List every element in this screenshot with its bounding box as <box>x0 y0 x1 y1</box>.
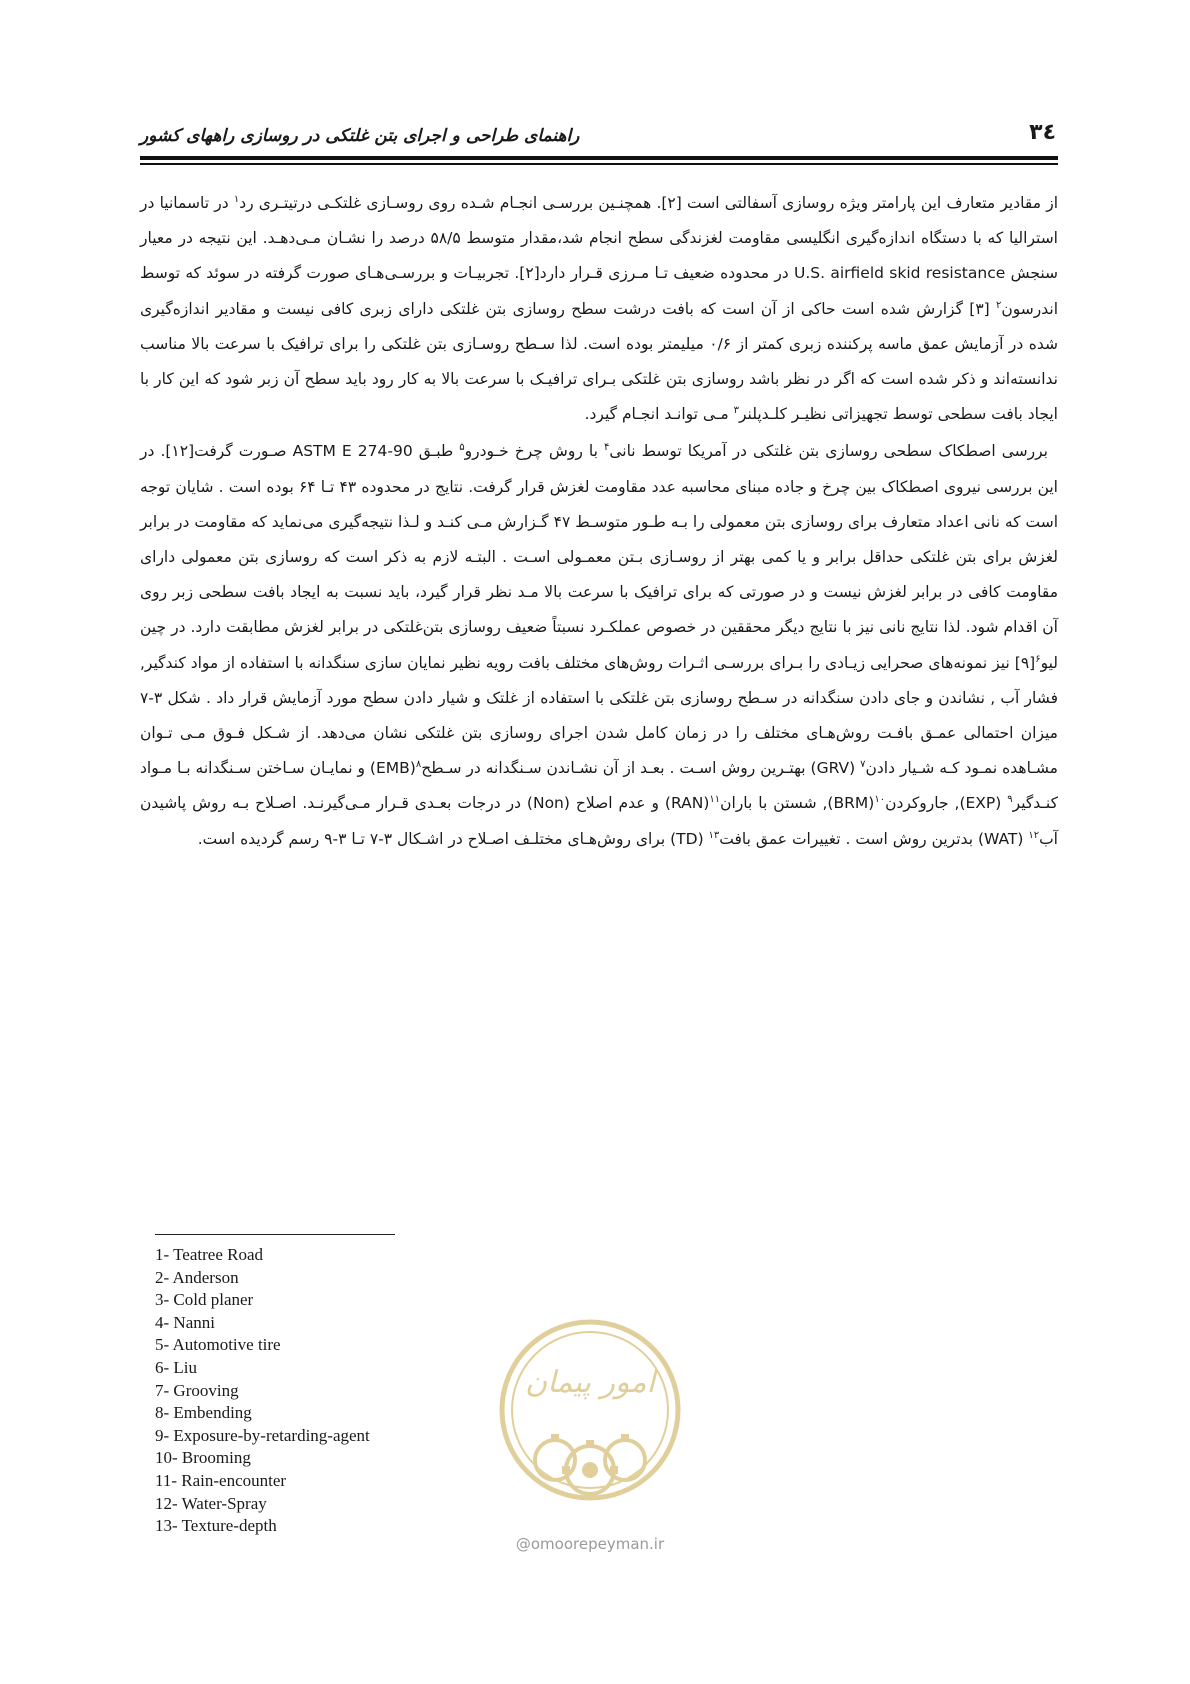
text-run: بررسی اصطکاک سطحی روسازی بتن غلتکی در آمریکا توسط نانی <box>609 442 1048 461</box>
scale-icon <box>582 1462 598 1478</box>
footnote-ref: ۱ <box>233 193 240 205</box>
text-run: طبـق ASTM E 274-90 صـورت گرفت[۱۲]. در این بررسی نیروی اصطکاک بین چرخ و جاده مبنای محاسبه عدد مقاومت لغزش قرار گرفت. نتایج در محدوده ۴۳ تـا ۶۴ بوده است . شایان توجه است که نانی اعداد متعارف برای روسازی بتن معمولی را بـه طـور متوسـط ۴۷ گـزارش مـی کنـد و لـذا نتیجه‌گیری می‌نماید که مقاومت در برابر لغزش برای بتن غلتکی حداقل برابر و یا کمی بهتر از روسـازی بـتن معمـولی اسـت . البتـه لازم به ذکر است که روسازی بتن معمولی دارای مقاومت کافی در برابر لغزش نیست و در صورتی که برای ترافیک با سرعت بالا مـد نظر قرار گیرد، باید نسبت به ایجاد بافت سطحی زبر روی آن اقدام شود. لذا نتایج نانی نیز با نتایج دیگر محققین در خصوص عملکـرد نسبتاً ضعیف روسازی بتن‌غلتکی در برابر لغزش مطابقت دارد. در چین لیو <box>140 442 1059 672</box>
footnote-ref: ۲ <box>996 299 1002 311</box>
footnote-item: 6- Liu <box>155 1357 198 1377</box>
paragraph-2 <box>140 434 1058 856</box>
text-run: [۹] نیز نمونه‌های صحرایی زیـادی را بـرای بررسـی اثـرات روش‌های مختلف بافت رویه نظیر نمایان سازی سنگدانه با استفاده از مواد کندگیر, فشار آب , نشاندن و جای دادن سنگدانه در سـطح روسازی بتن غلتکی با استفاده از غلتک و شیار دادن سطح مورد آزمایش قرار داد . شکل ۳-۷ میزان احتمالی عمـق بافـت روش‌هـای مختلف را در زمان کامل شدن اجرای روسازی بتن غلتکی نشان می‌دهد. از شـکل فـوق مـی تـوان مشـاهده نمـود کـه شـیار دادن <box>140 653 1058 778</box>
footnote-item: 5- Automotive tire <box>155 1335 281 1355</box>
footnote-ref: ۵ <box>459 442 465 454</box>
footnote-separator <box>155 1234 395 1235</box>
text-run: در تاسمانیا در استرالیا که با دستگاه اندازه‌گیری انگلیسی مقاومت لغزندگی سطح انجام شد،مقدار متوسط ۵۸/۵ درصد را نشـان مـی‌دهـد. این نتیجه در معیار سنجش U.S. airfield skid resistance در محدوده ضعیف تـا مـرزی قـرار دارد[۲]. تجربیـات و بررسـی‌هـای صورت گرفته در سوئد که توسط اندرسون <box>140 194 1058 318</box>
body-text <box>140 186 1058 857</box>
footnote-ref: ۱۰ <box>874 794 886 806</box>
footnote-item: 2- Anderson <box>155 1267 239 1287</box>
footnote-ref: ۸ <box>415 759 422 771</box>
text-run: با روش چرخ خـودرو <box>464 442 604 461</box>
footnote-item: 3- Cold planer <box>155 1290 254 1310</box>
footnote-ref: ۷ <box>860 759 866 771</box>
text-run: از مقادیر متعارف این پارامتر ویژه روسازی آسفالتی است [۲]. همچنـین بررسـی انجـام شـده روی روسـازی غلتکـی درتیتـری رد <box>239 194 1059 212</box>
footnote-item: 11- Rain-encounter <box>155 1470 287 1490</box>
text-run: (WAT) بدترین روش است . تغییرات عمق بافت <box>719 829 1029 848</box>
text-run: (RAN) و عدم اصلاح (Non) در درجات بعـدی قـرار مـی‌گیرنـد. اصـلاح بـه روش پاشیدن آب <box>140 794 1058 848</box>
paragraph-1 <box>140 186 1058 432</box>
watermark-url: @omoorepeyman.ir <box>515 1535 665 1553</box>
footnote-item: 12- Water-Spray <box>155 1493 267 1513</box>
footnote-item: 10- Brooming <box>155 1448 251 1468</box>
text-run: (BRM), شستن با باران <box>720 794 875 813</box>
page-header <box>140 118 1058 152</box>
footnote-item: 7- Grooving <box>155 1380 239 1400</box>
footnote-ref: ۶ <box>1035 653 1041 665</box>
footnote-ref: ۱۲ <box>1028 829 1040 841</box>
footnote-ref: ۱۳ <box>708 829 720 841</box>
running-title: راهنمای طراحی و اجرای بتن غلتکی در روسازی راههای کشور <box>140 126 580 146</box>
text-run: (EMB) و نمایـان سـاختن سـنگدانه بـا مـواد کنـدگیر <box>140 759 1058 813</box>
header-rule-thick <box>140 156 1058 160</box>
text-run: (EXP), جاروکردن <box>885 794 1008 813</box>
footnote-item: 9- Exposure-by-retarding-agent <box>155 1425 370 1445</box>
footnote-ref: ۳ <box>733 405 739 417</box>
footnote-ref: ۹ <box>1007 794 1013 806</box>
footnote-ref: ۴ <box>603 442 610 454</box>
text-run: [۳] گزارش شده است حاکی از آن است که بافت درشت سطح روسازی بتن غلتکی دارای زبری کافی نیست و مقادیر اندازه‌گیری شده در آزمایش عمق ماسه پرکننده زبری کمتر از ۰/۶ میلیمتر بوده است. لذا سـطح روسـازی بتن غلتکی را برای ترافیک با سرعت بالا مناسب ندانسته‌اند و ذکر شده است که اگر در نظر باشد روسازی بتن غلتکی بـرای ترافیـک با سرعت بالا به کار رود باید سطح آن زبر شود که این کار با ایجاد بافت سطحی توسط تجهیزاتی نظیـر کلـدپلنر <box>140 299 1058 424</box>
text-run: (GRV) بهتـرین روش اسـت . بعـد از آن نشـاندن سـنگدانه در سـطح <box>421 759 861 778</box>
watermark-logo <box>480 1300 700 1530</box>
footnote-item: 4- Nanni <box>155 1312 215 1332</box>
header-rule-thin <box>140 163 1058 165</box>
footnote-item: 13- Texture-depth <box>155 1516 277 1536</box>
footnote-list <box>155 1244 515 1538</box>
footnote-item: 8- Embending <box>155 1403 252 1423</box>
text-run: (TD) برای روش‌هـای مختلـف اصـلاح در اشـکال ۳-۷ تـا ۳-۹ رسم گردیده است. <box>197 829 709 848</box>
footnote-item: 1- Teatree Road <box>155 1245 264 1264</box>
footnote-ref: ۱۱ <box>709 794 721 806</box>
page-number: ۳٤ <box>1029 120 1056 145</box>
text-run: مـی توانـد انجـام گیرد. <box>584 405 734 424</box>
watermark-logo-text: امور پیمان <box>525 1365 655 1400</box>
